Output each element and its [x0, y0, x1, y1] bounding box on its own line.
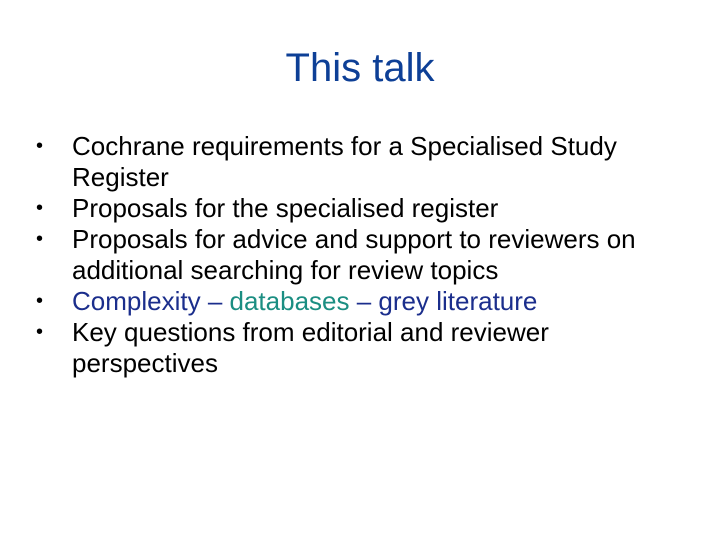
- bullet-item: [36, 193, 686, 224]
- bullet-text-segment: –: [200, 286, 230, 316]
- bullet-item: [36, 317, 686, 379]
- bullet-text-segment: –: [349, 286, 379, 316]
- bullet-list: [36, 131, 686, 379]
- bullet-icon: •: [36, 228, 44, 250]
- bullet-text: Cochrane requirements for a Specialised Study Register: [72, 131, 617, 192]
- bullet-icon: •: [36, 197, 44, 219]
- bullet-text-segment: Complexity: [72, 286, 201, 316]
- bullet-text: Proposals for advice and support to reviewers on additional searching for review topics: [72, 224, 636, 285]
- bullet-text: Proposals for the specialised register: [72, 193, 499, 223]
- bullet-item: [36, 131, 686, 193]
- bullet-item: [36, 286, 686, 317]
- bullet-text-segment: grey literature: [378, 286, 538, 316]
- bullet-icon: •: [36, 135, 44, 157]
- slide-title: This talk: [285, 46, 435, 90]
- bullet-icon: •: [36, 290, 44, 312]
- bullet-item: [36, 224, 686, 286]
- bullet-icon: •: [36, 321, 44, 343]
- bullet-text: Key questions from editorial and reviewer perspectives: [72, 317, 549, 378]
- bullet-text-segment: databases: [229, 286, 350, 316]
